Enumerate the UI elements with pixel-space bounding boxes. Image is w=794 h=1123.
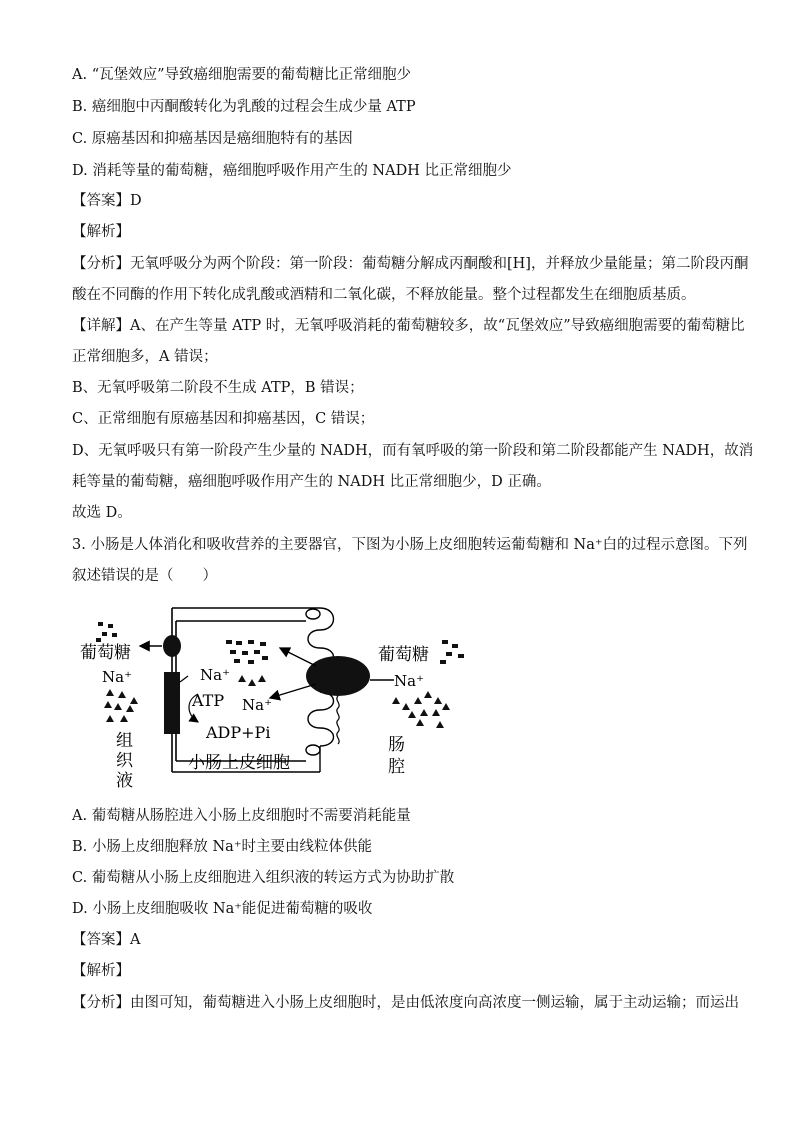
label-epithelial-cell: 小肠上皮细胞 — [188, 753, 290, 773]
q3-option-c: C. 葡萄糖从小肠上皮细胞进入组织液的转运方式为协助扩散 — [72, 870, 455, 886]
q2-option-b: B. 癌细胞中丙酮酸转化为乳酸的过程会生成少量 ATP — [72, 99, 416, 115]
q3-stem-line-1: 3. 小肠是人体消化和吸收营养的主要器官，下图为小肠上皮细胞转运葡萄糖和 Na⁺白的过程示意图。下列 — [72, 537, 748, 553]
na-ions-cell — [238, 675, 266, 686]
label-na-tissue: Na⁺ — [102, 668, 132, 686]
q3-option-b: B. 小肠上皮细胞释放 Na⁺时主要由线粒体供能 — [72, 839, 372, 855]
tight-junction-bottom — [306, 745, 320, 755]
arrow-na-in-cell — [270, 684, 316, 698]
q2-xiangjie-d-line-1: D、无氧呼吸只有第一阶段产生少量的 NADH，而有氧呼吸的第一阶段和第二阶段都能产生 NADH，故消 — [72, 443, 754, 459]
label-glucose-lumen: 葡萄糖 — [378, 645, 429, 665]
label-na-lumen: Na⁺ — [394, 672, 424, 690]
glucose-molecules-tissue — [96, 622, 117, 642]
q2-option-d: D. 消耗等量的葡萄糖，癌细胞呼吸作用产生的 NADH 比正常细胞少 — [72, 163, 512, 179]
q2-fenxi-line-1: 【分析】无氧呼吸分为两个阶段：第一阶段：葡萄糖分解成丙酮酸和[H]，并释放少量能量；第二阶段丙酮 — [72, 256, 749, 272]
glucose-molecules-lumen — [440, 640, 464, 664]
q2-xiangjie-b: B、无氧呼吸第二阶段不生成 ATP，B 错误； — [72, 380, 364, 396]
q2-xiangjie-c: C、正常细胞有原癌基因和抑癌基因，C 错误； — [72, 411, 375, 427]
glucose-molecules-cell — [226, 640, 268, 664]
intestinal-cell-diagram — [76, 600, 476, 790]
na-ions-lumen — [392, 691, 450, 728]
sodium-pump — [164, 672, 180, 734]
q3-option-a: A. 葡萄糖从肠腔进入小肠上皮细胞时不需要消耗能量 — [72, 808, 411, 824]
label-tissue-fluid-1: 组 — [116, 731, 133, 751]
q3-stem-line-2: 叙述错误的是（ ） — [72, 568, 217, 584]
q3-answer: 【答案】A — [72, 932, 141, 948]
q2-option-a: A. “瓦堡效应”导致癌细胞需要的葡萄糖比正常细胞少 — [72, 67, 412, 83]
label-lumen-2: 腔 — [388, 757, 405, 777]
label-adp-pi: ADP+Pi — [206, 723, 271, 742]
q3-fenxi-line-1: 【分析】由图可知，葡萄糖进入小肠上皮细胞时，是由低浓度向高浓度一侧运输，属于主动运输；而运出 — [72, 995, 739, 1011]
label-lumen-1: 肠 — [388, 735, 405, 755]
q2-option-c: C. 原癌基因和抑癌基因是癌细胞特有的基因 — [72, 131, 353, 147]
label-tissue-fluid-2: 织 — [116, 751, 133, 771]
label-atp: ATP — [192, 691, 225, 710]
q2-xiangjie-line-1: 【详解】A、在产生等量 ATP 时，无氧呼吸消耗的葡萄糖较多，故“瓦堡效应”导致癌细胞需要的葡萄糖比 — [72, 318, 745, 334]
q2-xiangjie-line-2: 正常细胞多，A 错误； — [72, 349, 218, 365]
label-glucose-tissue: 葡萄糖 — [80, 643, 131, 663]
label-na-pump: Na⁺ — [200, 666, 230, 684]
na-ions-tissue — [104, 689, 138, 722]
q2-conclusion: 故选 D。 — [72, 505, 132, 521]
arrow-na-pump — [180, 676, 188, 682]
q2-answer: 【答案】D — [72, 193, 142, 209]
sglt-cotransporter — [306, 656, 370, 696]
q3-analysis-header: 【解析】 — [72, 963, 130, 979]
label-na-cell: Na⁺ — [242, 696, 272, 714]
tight-junction-top — [306, 609, 320, 619]
label-tissue-fluid-3: 液 — [116, 771, 133, 790]
q2-fenxi-line-2: 酸在不同酶的作用下转化成乳酸或酒精和二氧化碳，不释放能量。整个过程都发生在细胞质基质。 — [72, 287, 696, 303]
arrow-glucose-in-cell — [280, 648, 316, 666]
carrier-chain — [337, 696, 339, 744]
q2-analysis-header: 【解析】 — [72, 224, 130, 240]
glucose-carrier-left — [163, 635, 181, 657]
q2-xiangjie-d-line-2: 耗等量的葡萄糖，癌细胞呼吸作用产生的 NADH 比正常细胞少，D 正确。 — [72, 474, 551, 490]
q3-option-d: D. 小肠上皮细胞吸收 Na⁺能促进葡萄糖的吸收 — [72, 901, 373, 917]
